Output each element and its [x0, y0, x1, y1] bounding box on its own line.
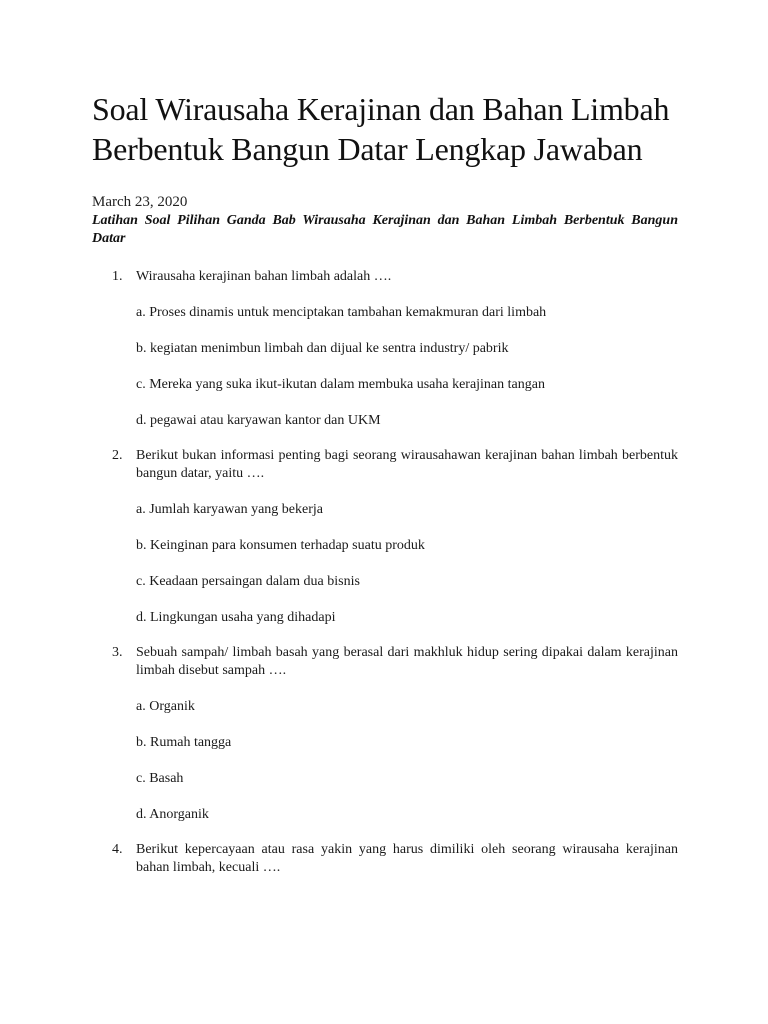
answer-option-a: a. Proses dinamis untuk menciptakan tambahan kemakmuran dari limbah [136, 305, 547, 320]
question-text: Berikut kepercayaan atau rasa yakin yang harus dimiliki oleh seorang wirausaha kerajinan bahan limbah, kecuali …. [136, 842, 678, 875]
answer-option-d: d. pegawai atau karyawan kantor dan UKM [136, 413, 381, 428]
answer-option-b: b. Rumah tangga [136, 735, 232, 750]
answer-option-a: a. Organik [136, 699, 195, 714]
answer-option-c: c. Keadaan persaingan dalam dua bisnis [136, 574, 360, 589]
answer-option-c: c. Basah [136, 771, 184, 786]
question-item [92, 644, 678, 824]
answer-options [136, 501, 678, 627]
answer-options [136, 304, 678, 430]
question-item [92, 447, 678, 627]
question-item [92, 841, 678, 877]
question-number: 4. [112, 842, 123, 857]
document-title: Soal Wirausaha Kerajinan dan Bahan Limbah Berbentuk Bangun Datar Lengkap Jawaban [92, 91, 670, 167]
question-number: 1. [112, 269, 123, 284]
question-number: 3. [112, 645, 123, 660]
question-list [92, 268, 678, 877]
answer-option-b: b. kegiatan menimbun limbah dan dijual ke sentra industry/ pabrik [136, 341, 509, 356]
answer-option-c: c. Mereka yang suka ikut-ikutan dalam membuka usaha kerajinan tangan [136, 377, 545, 392]
question-text: Sebuah sampah/ limbah basah yang berasal dari makhluk hidup sering dipakai dalam kerajinan limbah disebut sampah …. [136, 645, 678, 678]
question-text: Berikut bukan informasi penting bagi seorang wirausahawan kerajinan bahan limbah berbentuk bangun datar, yaitu …. [136, 448, 678, 481]
document-page [92, 0, 678, 894]
answer-option-d: d. Lingkungan usaha yang dihadapi [136, 610, 336, 625]
document-subtitle: Latihan Soal Pilihan Ganda Bab Wirausaha Kerajinan dan Bahan Limbah Berbentuk Bangun Datar [92, 213, 678, 246]
answer-option-b: b. Keinginan para konsumen terhadap suatu produk [136, 538, 425, 553]
question-text: Wirausaha kerajinan bahan limbah adalah …. [136, 269, 392, 284]
question-item [92, 268, 678, 430]
publish-date: March 23, 2020 [92, 194, 188, 210]
answer-options [136, 698, 678, 824]
answer-option-d: d. Anorganik [136, 807, 209, 822]
question-number: 2. [112, 448, 123, 463]
answer-option-a: a. Jumlah karyawan yang bekerja [136, 502, 323, 517]
